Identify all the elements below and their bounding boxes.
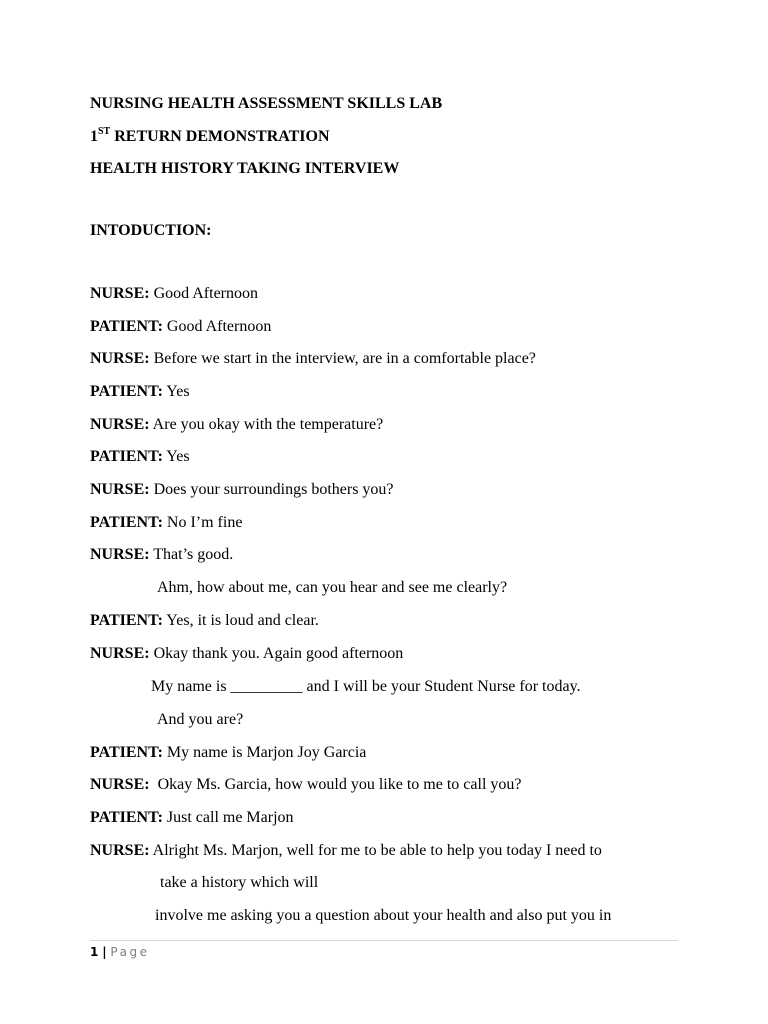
dialogue-text: Okay Ms. Garcia, how would you like to me to call you? [149, 776, 522, 793]
dialogue-line [90, 349, 536, 369]
dialogue-text: Alright Ms. Marjon, well for me to be able to help you today I need to [149, 842, 602, 859]
speaker-label: NURSE: [90, 285, 150, 302]
speaker-label: NURSE: [90, 350, 150, 367]
doc-title-line-3: HEALTH HISTORY TAKING INTERVIEW [90, 160, 400, 177]
dialogue-text: Just call me Marjon [162, 809, 294, 826]
dialogue-line [90, 743, 366, 763]
doc-title-line-2 [90, 127, 330, 147]
dialogue-line [90, 775, 521, 795]
dialogue-line [90, 415, 383, 435]
speaker-label: NURSE: [90, 416, 150, 433]
speaker-label: PATIENT: [90, 809, 163, 826]
dialogue-continuation: Ahm, how about me, can you hear and see me clearly? [157, 579, 508, 596]
dialogue-text: Does your surroundings bothers you? [149, 481, 394, 498]
speaker-label: NURSE: [90, 546, 150, 563]
ordinal-suffix: ST [98, 125, 111, 137]
dialogue-continuation: And you are? [157, 711, 244, 728]
dialogue-text: Yes, it is loud and clear. [162, 612, 319, 629]
dialogue-line [90, 644, 403, 664]
speaker-label: PATIENT: [90, 744, 163, 761]
section-heading: INTODUCTION: [90, 222, 212, 239]
speaker-label: PATIENT: [90, 383, 163, 400]
dialogue-line [90, 447, 190, 467]
dialogue-text: That’s good. [149, 546, 234, 563]
speaker-label: PATIENT: [90, 318, 163, 335]
page-number: 1 [90, 945, 99, 959]
dialogue-line [90, 841, 602, 861]
dialogue-line [90, 808, 294, 828]
dialogue-text: Before we start in the interview, are in a comfortable place? [149, 350, 536, 367]
dialogue-continuation: involve me asking you a question about your health and also put you in [155, 907, 612, 924]
dialogue-line [90, 611, 319, 631]
speaker-label: NURSE: [90, 842, 150, 859]
dialogue-text: Yes [162, 383, 190, 400]
speaker-label: PATIENT: [90, 514, 163, 531]
speaker-label: PATIENT: [90, 448, 163, 465]
dialogue-line [90, 382, 190, 402]
dialogue-continuation: take a history which will [160, 874, 319, 891]
dialogue-text: My name is Marjon Joy Garcia [162, 744, 367, 761]
title-line-2-text: RETURN DEMONSTRATION [110, 128, 330, 145]
dialogue-text: Good Afternoon [162, 318, 272, 335]
speaker-label: NURSE: [90, 776, 150, 793]
speaker-label: PATIENT: [90, 612, 163, 629]
dialogue-text: No I’m fine [162, 514, 243, 531]
doc-title-line-1: NURSING HEALTH ASSESSMENT SKILLS LAB [90, 95, 443, 112]
dialogue-continuation: My name is _________ and I will be your Student Nurse for today. [151, 678, 581, 695]
dialogue-line [90, 480, 394, 500]
ordinal-number: 1 [90, 128, 98, 145]
dialogue-line [90, 513, 242, 533]
dialogue-text: Yes [162, 448, 190, 465]
dialogue-text: Are you okay with the temperature? [149, 416, 384, 433]
dialogue-text: Good Afternoon [149, 285, 258, 302]
dialogue-line [90, 317, 271, 337]
footer-separator: | [102, 945, 107, 959]
dialogue-line [90, 284, 258, 304]
speaker-label: NURSE: [90, 481, 150, 498]
page-label: Page [110, 945, 150, 959]
dialogue-text: Okay thank you. Again good afternoon [149, 645, 404, 662]
footer-divider [90, 940, 678, 941]
page-footer [90, 943, 149, 961]
speaker-label: NURSE: [90, 645, 150, 662]
dialogue-line [90, 545, 233, 565]
